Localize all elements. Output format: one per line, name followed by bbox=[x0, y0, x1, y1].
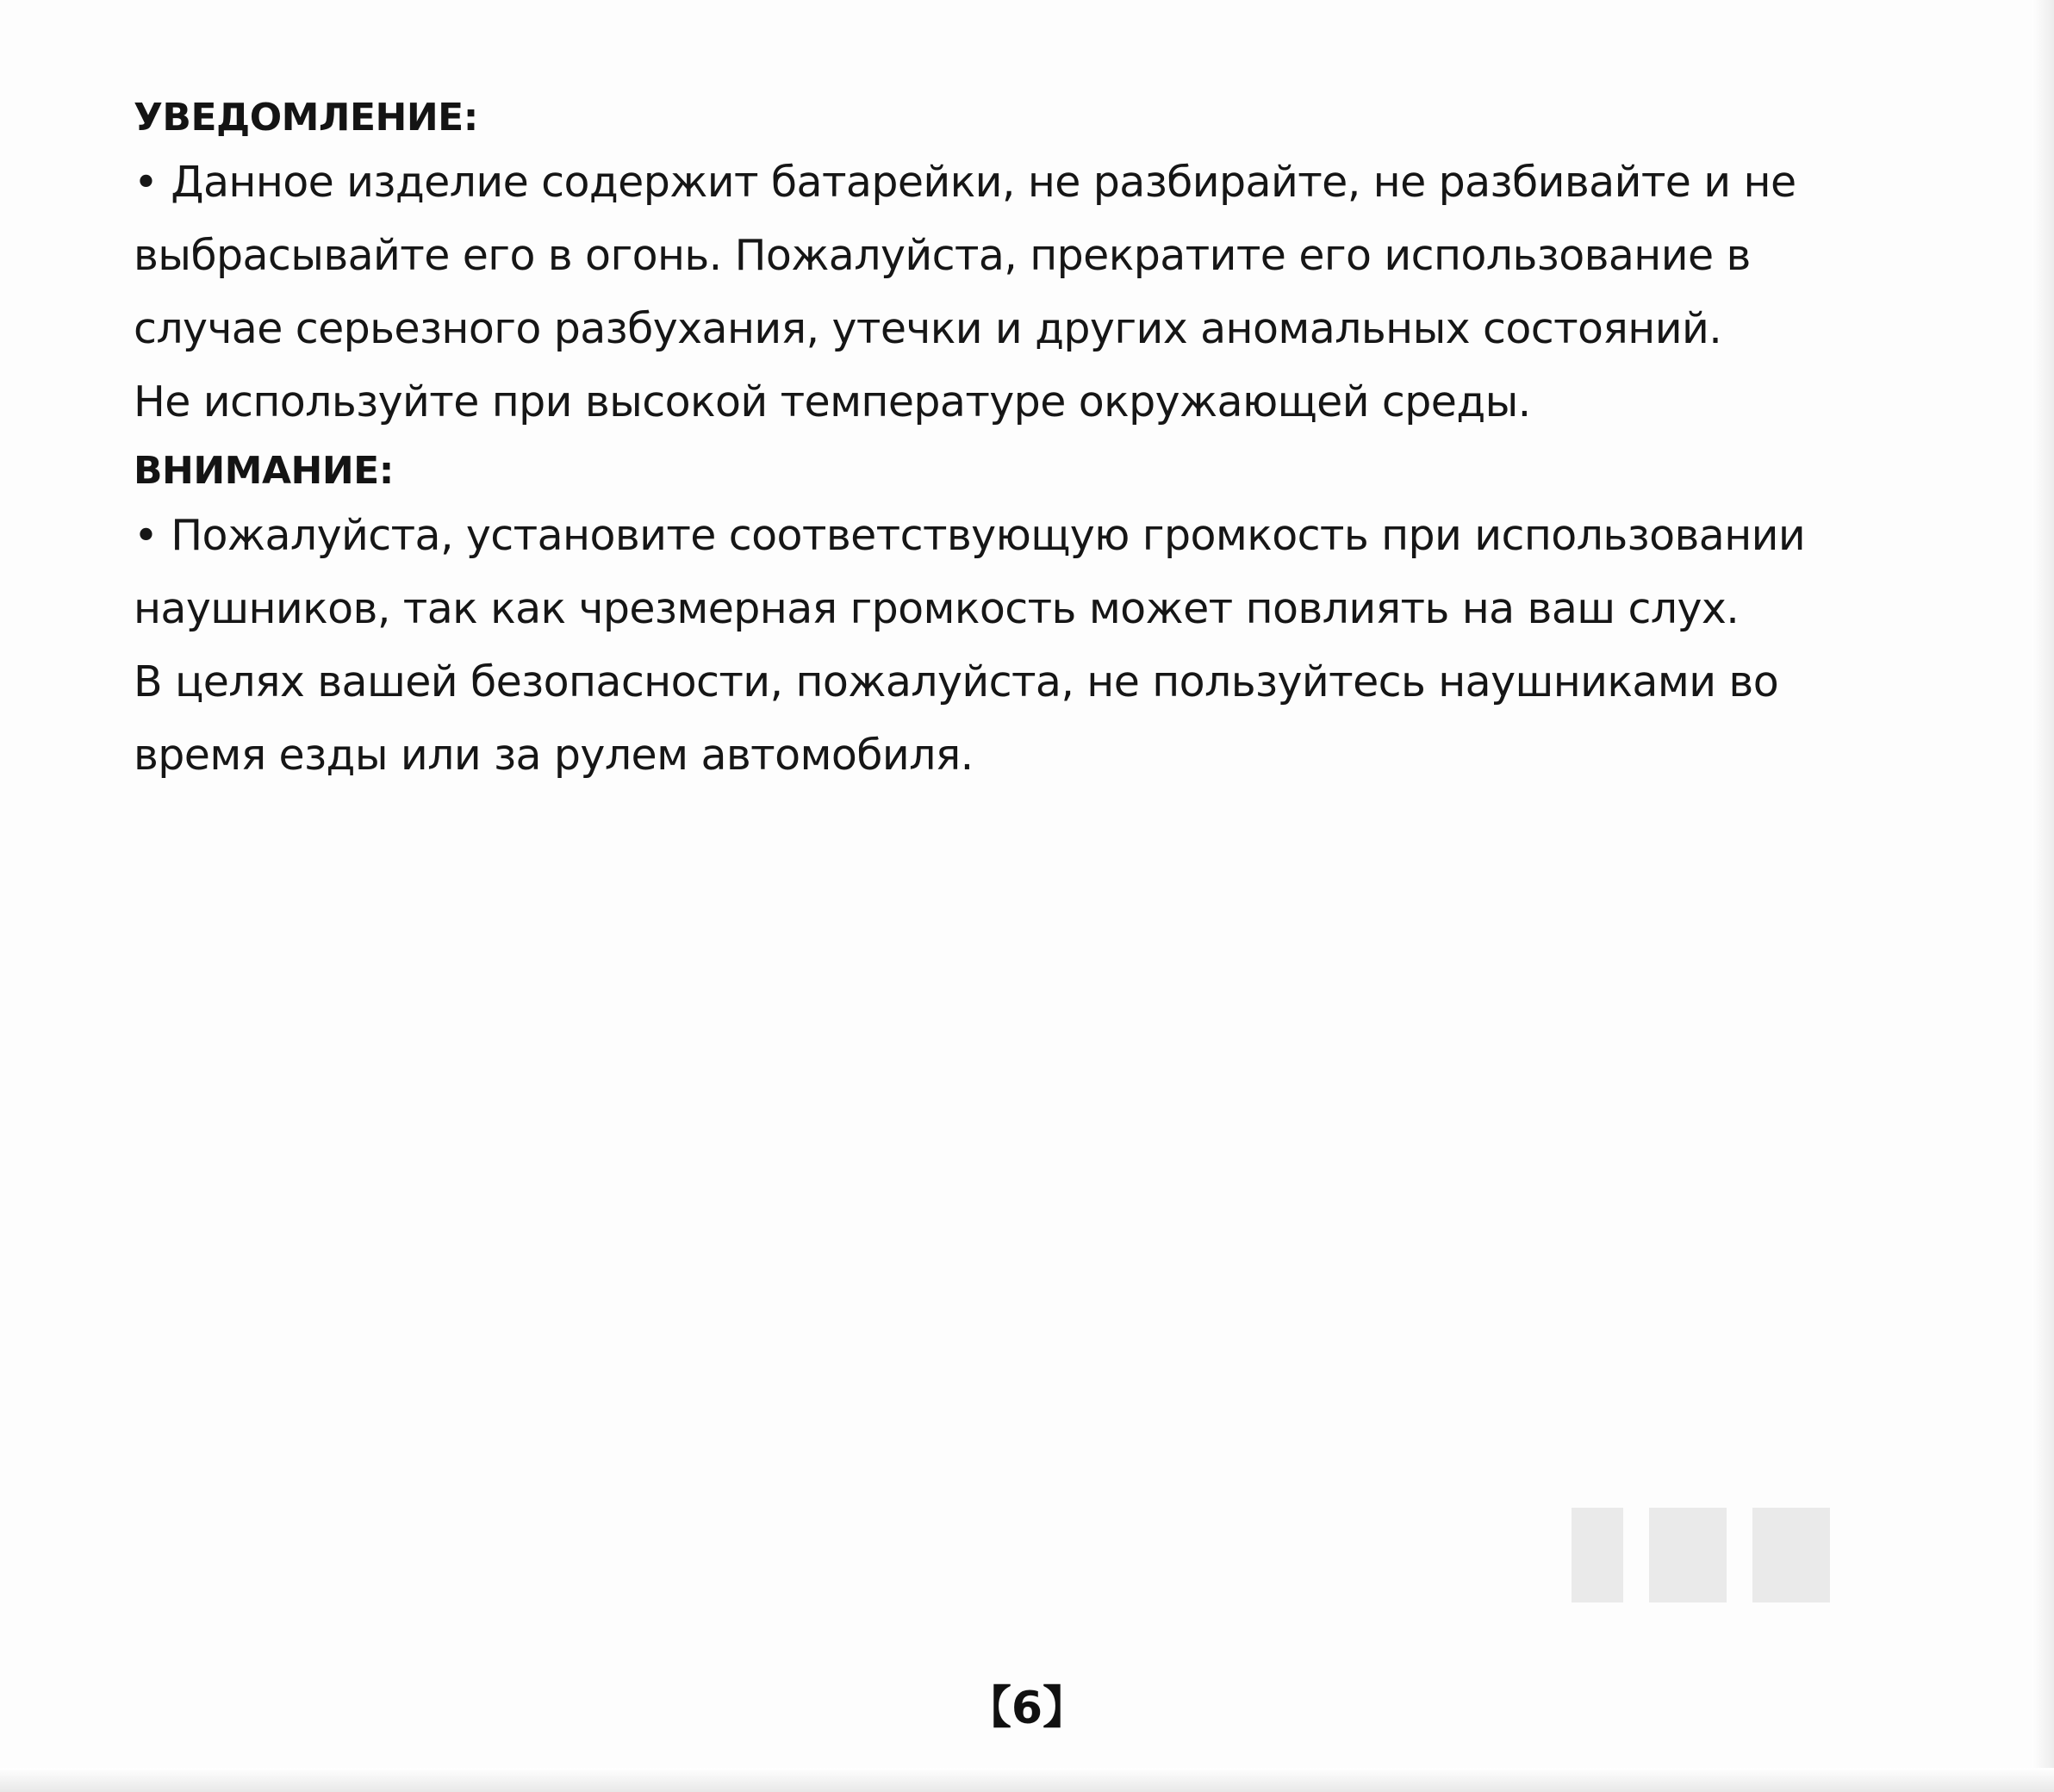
notice-line: выбрасывайте его в огонь. Пожалуйста, прекратите его использование в bbox=[134, 231, 1751, 280]
warning-line: наушников, так как чрезмерная громкость может повлиять на ваш слух. bbox=[134, 584, 1740, 633]
warning-line: время езды или за рулем автомобиля. bbox=[134, 731, 974, 780]
page-edge-shadow bbox=[2032, 0, 2054, 1792]
notice-line: Не используйте при высокой температуре окружающей среды. bbox=[134, 377, 1531, 426]
notice-line: случае серьезного разбухания, утечки и других аномальных состояний. bbox=[134, 304, 1722, 353]
notice-line: • Данное изделие содержит батарейки, не разбирайте, не разбивайте и не bbox=[134, 158, 1796, 207]
page-number: 【6】 bbox=[966, 1683, 1088, 1734]
page-bottom-edge bbox=[0, 1768, 2054, 1792]
notice-heading: УВЕДОМЛЕНИЕ: bbox=[134, 96, 478, 140]
warning-line: В целях вашей безопасности, пожалуйста, не пользуйтесь наушниками во bbox=[134, 657, 1779, 706]
warning-section bbox=[134, 444, 1900, 792]
notice-section bbox=[134, 90, 1900, 439]
warning-line: • Пожалуйста, установите соответствующую громкость при использовании bbox=[134, 511, 1806, 560]
warning-heading: ВНИМАНИЕ: bbox=[134, 449, 394, 493]
show-through-mark bbox=[1563, 1490, 1847, 1611]
document-body bbox=[134, 90, 1900, 792]
